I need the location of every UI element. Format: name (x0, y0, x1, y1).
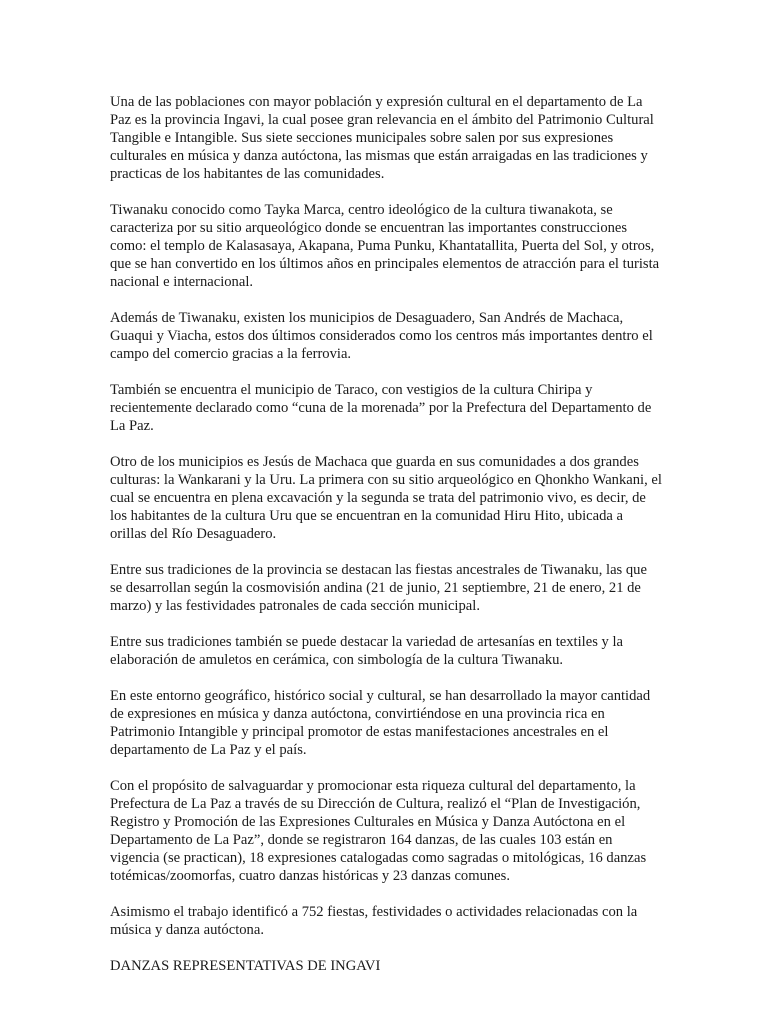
paragraph-artesanias: Entre sus tradiciones también se puede destacar la variedad de artesanías en textiles y la elaboración de amuletos en cerámica, con simbología de la cultura Tiwanaku. (110, 634, 624, 668)
paragraph-entorno: En este entorno geográfico, histórico social y cultural, se han desarrollado la mayor cantidad de expresiones en música y danza autóctona, convirtiéndose en una provincia rica en Patrimonio Intangible y principal promotor de estas manifestaciones ancestrales en el departamento de La Paz y el país. (110, 688, 651, 758)
paragraph-taraco: También se encuentra el municipio de Taraco, con vestigios de la cultura Chiripa y recientemente declarado como “cuna de la morenada” por la Prefectura del Departamento de La Paz. (110, 382, 652, 434)
paragraph-tiwanaku: Tiwanaku conocido como Tayka Marca, centro ideológico de la cultura tiwanakota, se caracteriza por su sitio arqueológico donde se encuentran las importantes construcciones como: el templo de Kalasasaya, Akapana, Puma Punku, Khantatallita, Puerta del Sol, y otros, que se han convertido en los últimos años en principales elementos de atracción para el turista nacional e internacional. (110, 202, 660, 290)
paragraph-fiestas-identificadas: Asimismo el trabajo identificó a 752 fiestas, festividades o actividades relacionadas con la música y danza autóctona. (110, 904, 638, 938)
paragraph-plan-investigacion: Con el propósito de salvaguardar y promocionar esta riqueza cultural del departamento, la Prefectura de La Paz a través de su Dirección de Cultura, realizó el “Plan de Investigación, Registro y Promoción de las Expresiones Culturales en Música y Danza Autóctona en el Departamento de La Paz”, donde se registraron 164 danzas, de las cuales 103 están en vigencia (se practican), 18 expresiones catalogadas como sagradas o mitológicas, 16 danzas totémicas/zoomorfas, cuatro danzas históricas y 23 danzas comunes. (110, 778, 647, 884)
paragraph-jesus-de-machaca: Otro de los municipios es Jesús de Machaca que guarda en sus comunidades a dos grandes culturas: la Wankarani y la Uru. La primera con su sitio arqueológico en Qhonkho Wankani, el cual se encuentra en plena excavación y la segunda se trata del patrimonio vivo, es decir, de los habitantes de la cultura Uru que se encuentran en la comunidad Hiru Hito, ubicada a orillas del Río Desaguadero. (110, 454, 662, 542)
document-body (110, 93, 662, 975)
section-heading: DANZAS REPRESENTATIVAS DE INGAVI (110, 958, 381, 974)
paragraph-ingavi-intro: Una de las poblaciones con mayor población y expresión cultural en el departamento de La Paz es la provincia Ingavi, la cual posee gran relevancia en el ámbito del Patrimonio Cultural Tangible e Intangible. Sus siete secciones municipales sobre salen por sus expresiones culturales en música y danza autóctona, las mismas que están arraigadas en las tradiciones y practicas de los habitantes de las comunidades. (110, 94, 654, 182)
paragraph-municipios: Además de Tiwanaku, existen los municipios de Desaguadero, San Andrés de Machaca, Guaqui y Viacha, estos dos últimos considerados como los centros más importantes dentro el campo del comercio gracias a la ferrovia. (110, 310, 653, 362)
paragraph-fiestas-ancestrales: Entre sus tradiciones de la provincia se destacan las fiestas ancestrales de Tiwanaku, las que se desarrollan según la cosmovisión andina (21 de junio, 21 septiembre, 21 de enero, 21 de marzo) y las festividades patronales de cada sección municipal. (110, 562, 647, 614)
